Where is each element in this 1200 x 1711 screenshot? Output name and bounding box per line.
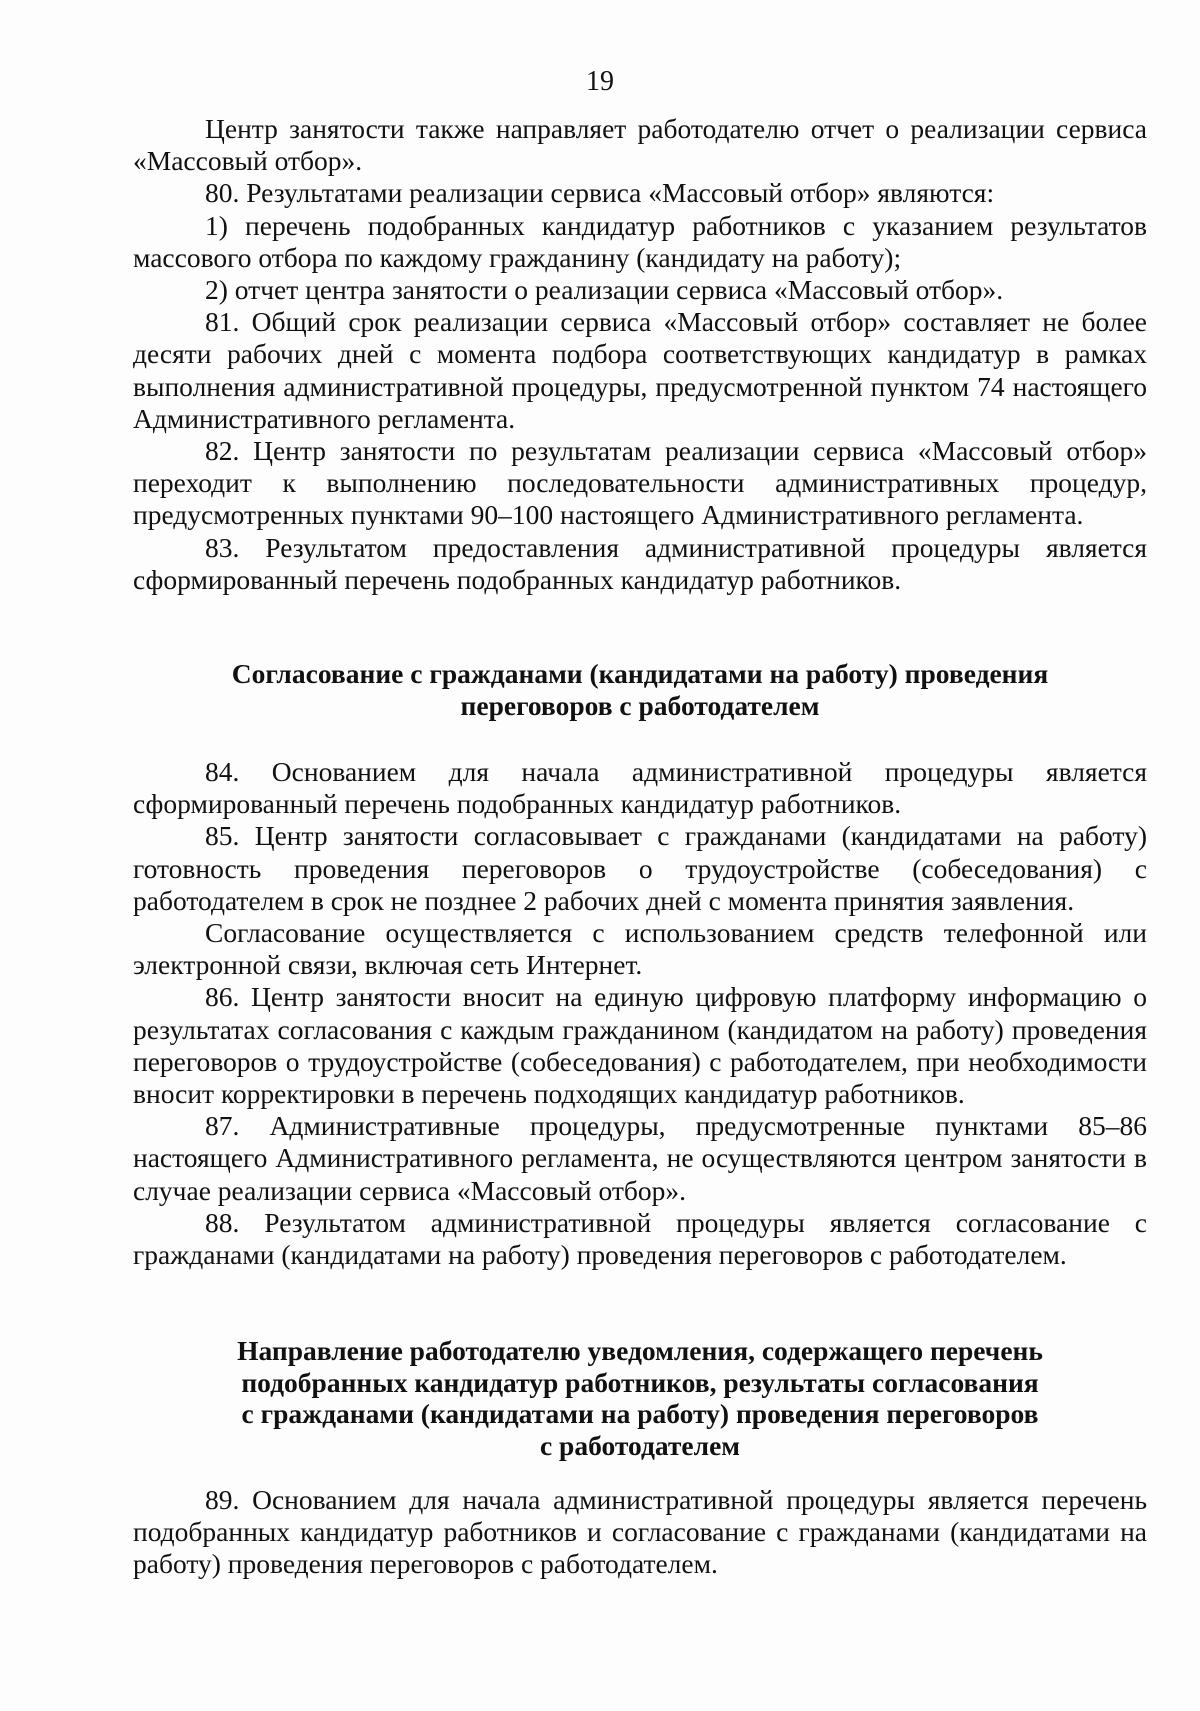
page-number: 19 — [586, 66, 614, 97]
heading-line: подобранных кандидатур работников, результаты согласования — [241, 1366, 1039, 1398]
paragraph-subitem-2: 2) отчет центра занятости о реализации сервиса «Массовый отбор». — [205, 274, 1004, 306]
paragraph: Центр занятости также направляет работодателю отчет о реализации сервиса «Массовый отбор». — [133, 113, 1147, 177]
paragraph-item-88: 88. Результатом административной процедуры является согласование с гражданами (кандидатами на работу) проведения переговоров с работодателем. — [133, 1206, 1147, 1271]
paragraph-item-82: 82. Центр занятости по результатам реализации сервиса «Массовый отбор» переходит к выполнению последовательности административных процедур, предусмотренных пунктами 90–100 настоящего Административного регламента. — [133, 435, 1147, 531]
section-3 — [133, 1484, 1147, 1581]
section-1 — [133, 113, 1147, 596]
heading-line: Согласование с гражданами (кандидатами на работу) проведения — [231, 658, 1049, 689]
heading-line: Направление работодателю уведомления, содержащего перечень — [237, 1335, 1043, 1366]
paragraph-item-80: 80. Результатами реализации сервиса «Массовый отбор» являются: — [205, 177, 995, 209]
section-heading-1 — [133, 658, 1147, 721]
paragraph-item-85: 85. Центр занятости согласовывает с гражданами (кандидатами на работу) готовность проведения переговоров о трудоустройстве (собеседования) с работодателем в срок не позднее 2 рабочих дней с момента принятия заявления. — [133, 820, 1147, 916]
paragraph-item-89: 89. Основанием для начала административной процедуры является перечень подобранных кандидатур работников и согласование с гражданами (кандидатами на работу) проведения переговоров с работодателем. — [133, 1484, 1147, 1580]
paragraph-item-87: 87. Административные процедуры, предусмотренные пунктами 85–86 настоящего Административного регламента, не осуществляются центром занятости в случае реализации сервиса «Массовый отбор». — [133, 1110, 1147, 1206]
section-2 — [133, 756, 1147, 1271]
paragraph-subitem-1: 1) перечень подобранных кандидатур работников с указанием результатов массового отбора по каждому гражданину (кандидату на работу); — [133, 209, 1147, 273]
heading-line: переговоров с работодателем — [460, 689, 820, 721]
paragraph-item-84: 84. Основанием для начала административной процедуры является сформированный перечень подобранных кандидатур работников. — [133, 756, 1147, 820]
heading-line: с гражданами (кандидатами на работу) проведения переговоров — [241, 1398, 1039, 1429]
section-heading-2 — [133, 1335, 1147, 1461]
paragraph-item-86: 86. Центр занятости вносит на единую цифровую платформу информацию о результатах согласования с каждым гражданином (кандидатом на работу) проведения переговоров о трудоустройстве (собеседования) с работодателем, при необходимости вносит корректировки в перечень подходящих кандидатур работников. — [133, 981, 1147, 1110]
heading-line: с работодателем — [539, 1429, 741, 1461]
paragraph: Согласование осуществляется с использованием средств телефонной или электронной связи, включая сеть Интернет. — [133, 917, 1147, 981]
paragraph-item-83: 83. Результатом предоставления административной процедуры является сформированный перечень подобранных кандидатур работников. — [133, 531, 1147, 595]
paragraph-item-81: 81. Общий срок реализации сервиса «Массовый отбор» составляет не более десяти рабочих дней с момента подбора соответствующих кандидатур в рамках выполнения административной процедуры, предусмотренной пунктом 74 настоящего Административного регламента. — [133, 306, 1147, 434]
